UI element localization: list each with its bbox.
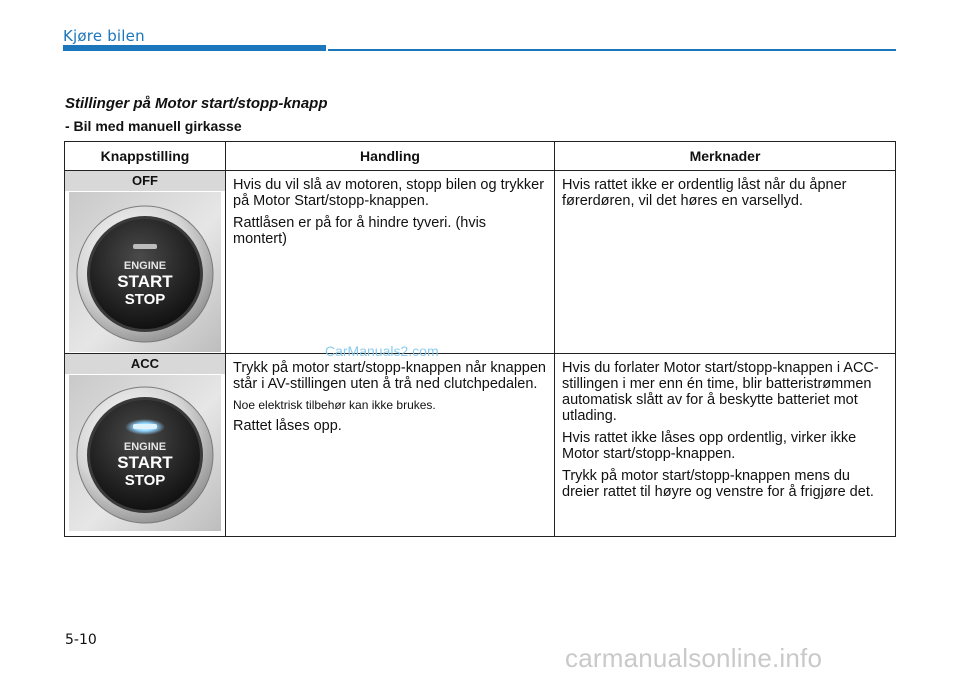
handling-text: Rattet låses opp. (233, 418, 342, 434)
positions-table (64, 141, 896, 537)
footer-watermark: carmanualsonline.info (565, 643, 823, 673)
notes-text: Hvis rattet ikke låses opp ordentlig, virker ikke Motor start/stopp-knappen. (562, 430, 857, 462)
page-number: 5-10 (65, 632, 97, 648)
table-row (65, 171, 896, 354)
button-text-line: ENGINE (123, 260, 167, 272)
button-text-line: STOP (124, 472, 166, 489)
notes-cell (555, 171, 896, 354)
column-header-position: Knappstilling (65, 142, 226, 171)
notes-cell (555, 354, 896, 537)
handling-text: Rattlåsen er på for å hindre tyveri. (hvis montert) (233, 215, 487, 247)
button-text-line: START (117, 453, 173, 472)
button-text-line: START (117, 272, 173, 291)
notes-text: Hvis du forlater Motor start/stopp-knappen i ACC-stillingen i mer enn én time, blir batteristrømmen automatisk slått av for å beskytte batteriet mot utlading. (562, 360, 879, 424)
handling-text: Trykk på motor start/stopp-knappen når knappen står i AV-stillingen uten å trå ned clutchpedalen. (233, 360, 546, 392)
position-cell-acc (65, 354, 226, 537)
position-label: OFF (65, 171, 225, 191)
header-accent-bar (63, 45, 326, 51)
header-section-title: Kjøre bilen (63, 27, 145, 45)
button-text-line: ENGINE (123, 441, 167, 453)
watermark-text: CarManuals2.com (325, 343, 439, 359)
engine-start-stop-button-icon (69, 192, 221, 352)
notes-text: Trykk på motor start/stopp-knappen mens du dreier rattet til høyre og venstre for å frigjøre det. (562, 468, 874, 500)
header-rule (328, 49, 896, 51)
notes-text: Hvis rattet ikke er ordentlig låst når du åpner førerdøren, vil det høres en varsellyd. (562, 177, 847, 209)
handling-cell (226, 171, 555, 354)
table-header-row (65, 142, 896, 171)
position-label: ACC (65, 354, 225, 374)
table-row (65, 354, 896, 537)
button-text-line: STOP (124, 291, 166, 308)
section-heading: Stillinger på Motor start/stopp-knapp (65, 95, 328, 112)
column-header-handling: Handling (226, 142, 555, 171)
column-header-notes: Merknader (555, 142, 896, 171)
handling-cell (226, 354, 555, 537)
handling-text: Hvis du vil slå av motoren, stopp bilen og trykker på Motor Start/stopp-knappen. (233, 177, 545, 209)
position-cell-off (65, 171, 226, 354)
engine-start-stop-button-icon (69, 375, 221, 531)
handling-text: Noe elektrisk tilbehør kan ikke brukes. (233, 398, 436, 412)
section-subheading: - Bil med manuell girkasse (65, 118, 242, 134)
